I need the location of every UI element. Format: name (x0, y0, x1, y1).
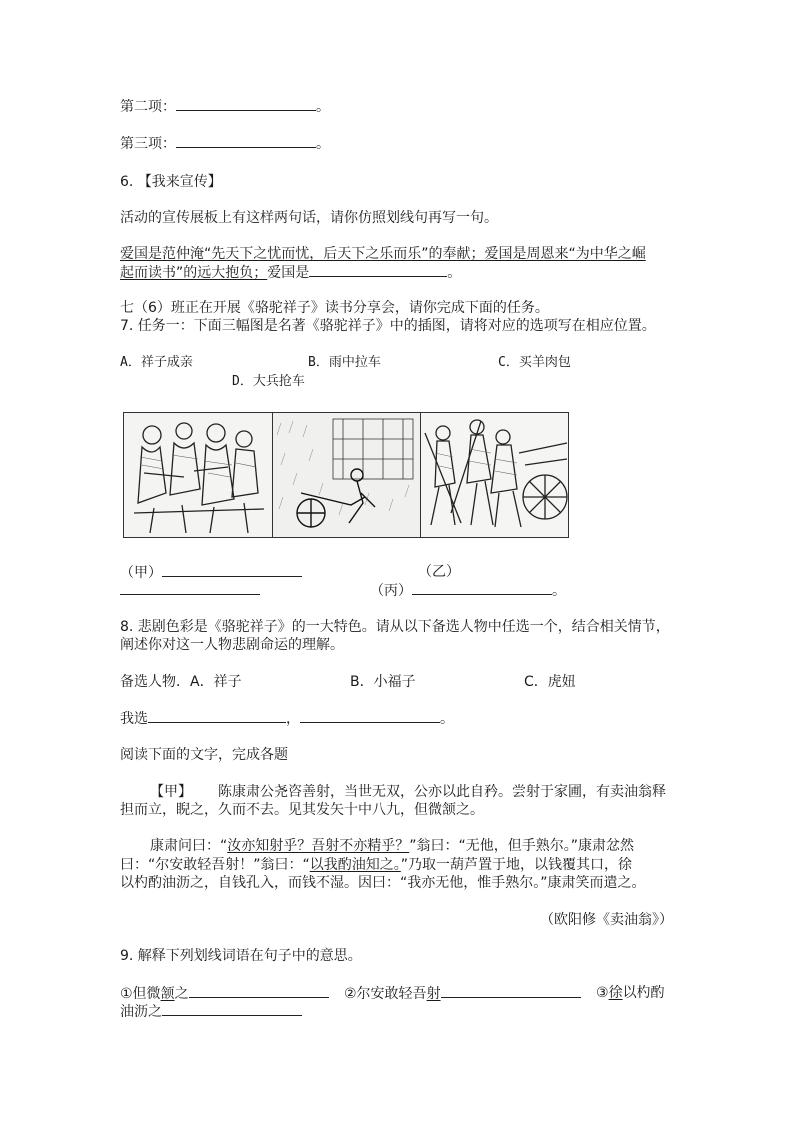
q7-option-d: D．大兵抢车 (232, 374, 305, 389)
q6-prompt-text: 爱国是 (267, 265, 310, 281)
passage-para-1-line-1 (150, 782, 666, 802)
q6-example-line-1: 爱国是范仲淹“先天下之忧而忧，后天下之乐而乐”的奉献；爱国是周恩来“为中华之崛 (120, 246, 646, 262)
underlined-answer: 以我酌油知之。 (309, 857, 401, 873)
passage-text: 曰：“尔安敢轻吾射！”翁曰：“ (120, 857, 310, 873)
period: 。 (316, 136, 330, 152)
q7-option-c: C．买羊肉包 (498, 355, 571, 370)
passage-text: 康肃问曰：“ (150, 838, 228, 854)
q9-item-2 (344, 983, 581, 1004)
answer-bing-blank[interactable] (412, 580, 552, 595)
item-3-line (120, 133, 330, 154)
period: 。 (316, 99, 330, 115)
passage-source: （欧阳修《卖油翁》） (540, 912, 673, 928)
q9-text: 油沥之 (120, 1004, 162, 1020)
q7-option-a: A．祥子成亲 (120, 355, 193, 370)
q9-text: 之 (174, 986, 189, 1002)
answer-yi-blank[interactable] (120, 580, 260, 595)
q8-prompt-line-2: 阐述你对这一人物悲剧命运的理解。 (120, 637, 344, 653)
q6-heading: 6. 【我来宣传】 (120, 174, 222, 190)
period: 。 (447, 265, 462, 281)
reading-share-intro: 七（6）班正在开展《骆驼祥子》读书分享会，请你完成下面的任务。 (120, 300, 549, 316)
comma: ， (286, 711, 300, 727)
q8-candidate-c: C．虎妞 (524, 674, 576, 690)
passage-jia-mark: 【甲】 (150, 784, 192, 800)
q9-item-2-blank[interactable] (441, 983, 581, 998)
q6-instruction: 活动的宣传展板上有这样两句话，请你仿照划线句再写一句。 (120, 210, 498, 226)
q8-reason-blank[interactable] (300, 708, 440, 723)
period: 。 (440, 711, 454, 727)
q8-choose-label: 我选 (120, 711, 148, 727)
q8-candidate-a: 备选人物．A．祥子 (120, 674, 242, 690)
q9-text: ②尔安敢轻吾 (344, 986, 427, 1002)
illustrations-strip (123, 412, 569, 538)
passage-para-2-line-3: 以杓酌油沥之，自钱孔入，而钱不湿。因曰：“我亦无他，惟手熟尔。”康肃笑而遣之。 (120, 875, 646, 891)
answer-bing-line (370, 580, 566, 601)
item-2-label: 第二项： (120, 99, 176, 115)
item-3-answer-blank[interactable] (176, 133, 316, 148)
illustration-bing (420, 413, 569, 537)
q7-prompt: 7. 任务一：下面三幅图是名著《骆驼祥子》中的插图，请将对应的选项写在相应位置。 (120, 318, 656, 334)
q9-text: 以杓酌 (622, 985, 665, 1001)
q9-text: ①但微 (120, 986, 161, 1002)
passage-text: 陈康肃公尧咨善射，当世无双，公亦以此自矜。尝射于家圃，有卖油翁释 (218, 784, 666, 800)
item-3-label: 第三项： (120, 136, 176, 152)
period: 。 (552, 583, 566, 599)
answer-yi-line (120, 580, 260, 601)
passage-para-2-line-1 (150, 836, 634, 856)
label-yi: （乙） (418, 564, 460, 580)
q9-underlined-word: 颔 (160, 986, 175, 1002)
q6-underlined-sentence: 起而读书”的远大抱负； (120, 265, 268, 281)
label-jia: （甲） (120, 565, 162, 581)
label-bing: （丙） (370, 583, 412, 599)
illustration-jia (124, 413, 272, 537)
underlined-question: 汝亦知射乎？吾射不亦精乎？ (227, 838, 410, 854)
passage-text: ”乃取一葫芦置于地，以钱覆其口，徐 (400, 857, 633, 873)
q6-answer-blank[interactable] (309, 262, 447, 277)
q8-choice-blank[interactable] (148, 708, 286, 723)
q9-item-3 (596, 983, 665, 1003)
q9-prompt: 9. 解释下列划线词语在句子中的意思。 (120, 948, 362, 964)
q9-text: ③ (596, 985, 609, 1001)
q9-underlined-word: 射 (426, 986, 441, 1002)
q9-underlined-word: 徐 (608, 985, 623, 1001)
q6-example-line-2 (120, 262, 461, 283)
q9-item-1-blank[interactable] (189, 983, 329, 998)
illustration-yi (272, 413, 421, 537)
q9-item-3-blank[interactable] (162, 1001, 302, 1016)
reading-heading: 阅读下面的文字，完成各题 (120, 747, 288, 763)
q9-item-3-line-2 (120, 1001, 302, 1022)
item-2-answer-blank[interactable] (176, 96, 316, 111)
answer-jia-blank[interactable] (162, 562, 302, 577)
q8-answer-line (120, 708, 454, 729)
passage-text: ”翁曰：“无他，但手熟尔。”康肃忿然 (409, 838, 635, 854)
q7-option-b: B．雨中拉车 (308, 355, 381, 370)
item-2-line (120, 96, 330, 117)
q8-prompt-line-1: 8. 悲剧色彩是《骆驼祥子》的一大特色。请从以下备选人物中任选一个，结合相关情节， (120, 619, 670, 635)
passage-para-2-line-2 (120, 855, 632, 875)
passage-para-1-line-2: 担而立，睨之，久而不去。见其发矢十中八九，但微颔之。 (120, 802, 484, 818)
q8-candidate-b: B．小福子 (350, 674, 416, 690)
